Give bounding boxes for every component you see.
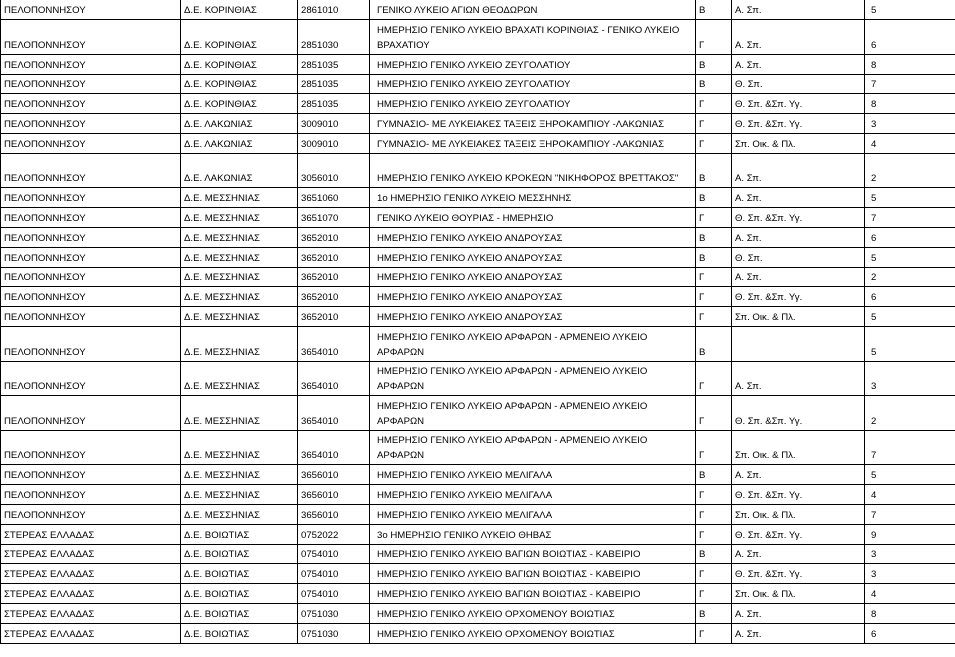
- class-cell: Β: [696, 604, 732, 624]
- field-cell: Θ. Σπ. &Σπ. Υγ.: [732, 396, 865, 431]
- class-cell: Β: [696, 247, 732, 267]
- table-row: [1, 623, 955, 643]
- school-name-cell: ΓΕΝΙΚΟ ΛΥΚΕΙΟ ΘΟΥΡΙΑΣ - ΗΜΕΡΗΣΙΟ: [370, 208, 696, 228]
- field-cell: Σπ. Οικ. & Πλ.: [732, 134, 865, 154]
- field-cell: Α. Σπ.: [732, 544, 865, 564]
- region-cell: ΠΕΛΟΠΟΝΝΗΣΟΥ: [1, 396, 181, 431]
- field-cell: Θ. Σπ. &Σπ. Υγ.: [732, 564, 865, 584]
- class-cell: Γ: [696, 114, 732, 134]
- field-cell: Θ. Σπ. &Σπ. Υγ.: [732, 287, 865, 307]
- table-row: [1, 396, 955, 431]
- table-body: [1, 0, 955, 643]
- field-cell: Α. Σπ.: [732, 54, 865, 74]
- table-row: [1, 54, 955, 74]
- directorate-cell: Δ.Ε. ΒΟΙΩΤΙΑΣ: [181, 623, 298, 643]
- directorate-cell: Δ.Ε. ΜΕΣΣΗΝΙΑΣ: [181, 505, 298, 525]
- school-name-cell: ΗΜΕΡΗΣΙΟ ΓΕΝΙΚΟ ΛΥΚΕΙΟ ΑΝΔΡΟΥΣΑΣ: [370, 267, 696, 287]
- region-cell: ΣΤΕΡΕΑΣ ΕΛΛΑΔΑΣ: [1, 544, 181, 564]
- school-code-cell: 2851030: [298, 20, 370, 55]
- region-cell: ΠΕΛΟΠΟΝΝΗΣΟΥ: [1, 54, 181, 74]
- region-cell: ΣΤΕΡΕΑΣ ΕΛΛΑΔΑΣ: [1, 564, 181, 584]
- table-row: [1, 74, 955, 94]
- school-code-cell: 3656010: [298, 465, 370, 485]
- value-cell: 5: [865, 465, 955, 485]
- school-code-cell: 3652010: [298, 307, 370, 327]
- field-cell: Σπ. Οικ. & Πλ.: [732, 505, 865, 525]
- value-cell: 6: [865, 20, 955, 55]
- table-row: [1, 430, 955, 465]
- region-cell: ΠΕΛΟΠΟΝΝΗΣΟΥ: [1, 485, 181, 505]
- table-row: [1, 247, 955, 267]
- value-cell: 8: [865, 604, 955, 624]
- school-name-cell: ΗΜΕΡΗΣΙΟ ΓΕΝΙΚΟ ΛΥΚΕΙΟ ΒΑΓΙΩΝ ΒΟΙΩΤΙΑΣ - ΚΑΒΕΙΡΙΟ: [370, 584, 696, 604]
- table-row: [1, 208, 955, 228]
- school-name-cell: ΗΜΕΡΗΣΙΟ ΓΕΝΙΚΟ ΛΥΚΕΙΟ ΑΡΦΑΡΩΝ - ΑΡΜΕΝΕΙΟ ΛΥΚΕΙΟ ΑΡΦΑΡΩΝ: [370, 430, 696, 465]
- field-cell: Θ. Σπ. &Σπ. Υγ.: [732, 208, 865, 228]
- school-name-cell: ΗΜΕΡΗΣΙΟ ΓΕΝΙΚΟ ΛΥΚΕΙΟ ΜΕΛΙΓΑΛΑ: [370, 485, 696, 505]
- class-cell: Γ: [696, 623, 732, 643]
- class-cell: Β: [696, 153, 732, 188]
- region-cell: ΠΕΛΟΠΟΝΝΗΣΟΥ: [1, 20, 181, 55]
- field-cell: Α. Σπ.: [732, 465, 865, 485]
- school-name-cell: ΗΜΕΡΗΣΙΟ ΓΕΝΙΚΟ ΛΥΚΕΙΟ ΒΑΓΙΩΝ ΒΟΙΩΤΙΑΣ - ΚΑΒΕΙΡΙΟ: [370, 544, 696, 564]
- value-cell: 5: [865, 247, 955, 267]
- directorate-cell: Δ.Ε. ΜΕΣΣΗΝΙΑΣ: [181, 327, 298, 362]
- school-name-cell: ΗΜΕΡΗΣΙΟ ΓΕΝΙΚΟ ΛΥΚΕΙΟ ΟΡΧΟΜΕΝΟΥ ΒΟΙΩΤΙΑΣ: [370, 604, 696, 624]
- directorate-cell: Δ.Ε. ΜΕΣΣΗΝΙΑΣ: [181, 485, 298, 505]
- field-cell: Θ. Σπ.: [732, 74, 865, 94]
- region-cell: ΠΕΛΟΠΟΝΝΗΣΟΥ: [1, 247, 181, 267]
- directorate-cell: Δ.Ε. ΒΟΙΩΤΙΑΣ: [181, 604, 298, 624]
- school-code-cell: 3654010: [298, 327, 370, 362]
- school-name-cell: ΗΜΕΡΗΣΙΟ ΓΕΝΙΚΟ ΛΥΚΕΙΟ ΖΕΥΓΟΛΑΤΙΟΥ: [370, 54, 696, 74]
- school-code-cell: 3652010: [298, 247, 370, 267]
- value-cell: 6: [865, 623, 955, 643]
- class-cell: Γ: [696, 564, 732, 584]
- region-cell: ΠΕΛΟΠΟΝΝΗΣΟΥ: [1, 114, 181, 134]
- value-cell: 5: [865, 327, 955, 362]
- value-cell: 3: [865, 361, 955, 396]
- school-name-cell: ΗΜΕΡΗΣΙΟ ΓΕΝΙΚΟ ΛΥΚΕΙΟ ΑΡΦΑΡΩΝ - ΑΡΜΕΝΕΙΟ ΛΥΚΕΙΟ ΑΡΦΑΡΩΝ: [370, 396, 696, 431]
- value-cell: 7: [865, 430, 955, 465]
- region-cell: ΣΤΕΡΕΑΣ ΕΛΛΑΔΑΣ: [1, 524, 181, 544]
- school-code-cell: 2851035: [298, 74, 370, 94]
- region-cell: ΠΕΛΟΠΟΝΝΗΣΟΥ: [1, 94, 181, 114]
- value-cell: 4: [865, 134, 955, 154]
- school-name-cell: 1ο ΗΜΕΡΗΣΙΟ ΓΕΝΙΚΟ ΛΥΚΕΙΟ ΜΕΣΣΗΝΗΣ: [370, 188, 696, 208]
- school-name-cell: 3ο ΗΜΕΡΗΣΙΟ ΓΕΝΙΚΟ ΛΥΚΕΙΟ ΘΗΒΑΣ: [370, 524, 696, 544]
- school-name-cell: ΗΜΕΡΗΣΙΟ ΓΕΝΙΚΟ ΛΥΚΕΙΟ ΒΑΓΙΩΝ ΒΟΙΩΤΙΑΣ - ΚΑΒΕΙΡΙΟ: [370, 564, 696, 584]
- region-cell: ΠΕΛΟΠΟΝΝΗΣΟΥ: [1, 74, 181, 94]
- school-name-cell: ΗΜΕΡΗΣΙΟ ΓΕΝΙΚΟ ΛΥΚΕΙΟ ΚΡΟΚΕΩΝ "ΝΙΚΗΦΟΡΟΣ ΒΡΕΤΤΑΚΟΣ": [370, 153, 696, 188]
- region-cell: ΣΤΕΡΕΑΣ ΕΛΛΑΔΑΣ: [1, 623, 181, 643]
- directorate-cell: Δ.Ε. ΒΟΙΩΤΙΑΣ: [181, 544, 298, 564]
- table-row: [1, 465, 955, 485]
- table-row: [1, 153, 955, 188]
- class-cell: Γ: [696, 396, 732, 431]
- school-code-cell: 3651070: [298, 208, 370, 228]
- school-name-cell: ΓΥΜΝΑΣΙΟ- ΜΕ ΛΥΚΕΙΑΚΕΣ ΤΑΞΕΙΣ ΞΗΡΟΚΑΜΠΙΟΥ -ΛΑΚΩΝΙΑΣ: [370, 134, 696, 154]
- directorate-cell: Δ.Ε. ΛΑΚΩΝΙΑΣ: [181, 153, 298, 188]
- table-row: [1, 0, 955, 20]
- class-cell: Γ: [696, 134, 732, 154]
- class-cell: Β: [696, 188, 732, 208]
- value-cell: 5: [865, 188, 955, 208]
- directorate-cell: Δ.Ε. ΜΕΣΣΗΝΙΑΣ: [181, 396, 298, 431]
- directorate-cell: Δ.Ε. ΜΕΣΣΗΝΙΑΣ: [181, 267, 298, 287]
- table-row: [1, 20, 955, 55]
- region-cell: ΠΕΛΟΠΟΝΝΗΣΟΥ: [1, 0, 181, 20]
- region-cell: ΠΕΛΟΠΟΝΝΗΣΟΥ: [1, 287, 181, 307]
- directorate-cell: Δ.Ε. ΜΕΣΣΗΝΙΑΣ: [181, 465, 298, 485]
- table-row: [1, 228, 955, 248]
- field-cell: Α. Σπ.: [732, 228, 865, 248]
- field-cell: Α. Σπ.: [732, 267, 865, 287]
- value-cell: 6: [865, 228, 955, 248]
- value-cell: 2: [865, 396, 955, 431]
- directorate-cell: Δ.Ε. ΚΟΡΙΝΘΙΑΣ: [181, 74, 298, 94]
- school-code-cell: 0754010: [298, 584, 370, 604]
- value-cell: 2: [865, 267, 955, 287]
- region-cell: ΠΕΛΟΠΟΝΝΗΣΟΥ: [1, 188, 181, 208]
- field-cell: Σπ. Οικ. & Πλ.: [732, 430, 865, 465]
- school-name-cell: ΓΥΜΝΑΣΙΟ- ΜΕ ΛΥΚΕΙΑΚΕΣ ΤΑΞΕΙΣ ΞΗΡΟΚΑΜΠΙΟΥ -ΛΑΚΩΝΙΑΣ: [370, 114, 696, 134]
- field-cell: Α. Σπ.: [732, 188, 865, 208]
- table-row: [1, 485, 955, 505]
- school-code-cell: 3652010: [298, 287, 370, 307]
- field-cell: Α. Σπ.: [732, 0, 865, 20]
- value-cell: 3: [865, 564, 955, 584]
- directorate-cell: Δ.Ε. ΚΟΡΙΝΘΙΑΣ: [181, 54, 298, 74]
- school-name-cell: ΓΕΝΙΚΟ ΛΥΚΕΙΟ ΑΓΙΩΝ ΘΕΟΔΩΡΩΝ: [370, 0, 696, 20]
- school-name-cell: ΗΜΕΡΗΣΙΟ ΓΕΝΙΚΟ ΛΥΚΕΙΟ ΒΡΑΧΑΤΙ ΚΟΡΙΝΘΙΑΣ - ΓΕΝΙΚΟ ΛΥΚΕΙΟ ΒΡΑΧΑΤΙΟΥ: [370, 20, 696, 55]
- school-name-cell: ΗΜΕΡΗΣΙΟ ΓΕΝΙΚΟ ΛΥΚΕΙΟ ΑΝΔΡΟΥΣΑΣ: [370, 307, 696, 327]
- region-cell: ΠΕΛΟΠΟΝΝΗΣΟΥ: [1, 267, 181, 287]
- class-cell: Γ: [696, 267, 732, 287]
- school-name-cell: ΗΜΕΡΗΣΙΟ ΓΕΝΙΚΟ ΛΥΚΕΙΟ ΜΕΛΙΓΑΛΑ: [370, 505, 696, 525]
- class-cell: Γ: [696, 94, 732, 114]
- value-cell: 4: [865, 584, 955, 604]
- table-row: [1, 524, 955, 544]
- region-cell: ΠΕΛΟΠΟΝΝΗΣΟΥ: [1, 153, 181, 188]
- class-cell: Β: [696, 465, 732, 485]
- school-code-cell: 3654010: [298, 361, 370, 396]
- field-cell: Θ. Σπ. &Σπ. Υγ.: [732, 114, 865, 134]
- region-cell: ΠΕΛΟΠΟΝΝΗΣΟΥ: [1, 465, 181, 485]
- value-cell: 9: [865, 524, 955, 544]
- school-code-cell: 3056010: [298, 153, 370, 188]
- table-row: [1, 307, 955, 327]
- field-cell: Θ. Σπ. &Σπ. Υγ.: [732, 524, 865, 544]
- directorate-cell: Δ.Ε. ΚΟΡΙΝΘΙΑΣ: [181, 20, 298, 55]
- field-cell: Α. Σπ.: [732, 623, 865, 643]
- field-cell: Θ. Σπ. &Σπ. Υγ.: [732, 485, 865, 505]
- value-cell: 4: [865, 485, 955, 505]
- region-cell: ΣΤΕΡΕΑΣ ΕΛΛΑΔΑΣ: [1, 584, 181, 604]
- region-cell: ΠΕΛΟΠΟΝΝΗΣΟΥ: [1, 327, 181, 362]
- school-code-cell: 0751030: [298, 604, 370, 624]
- directorate-cell: Δ.Ε. ΚΟΡΙΝΘΙΑΣ: [181, 94, 298, 114]
- value-cell: 7: [865, 74, 955, 94]
- directorate-cell: Δ.Ε. ΜΕΣΣΗΝΙΑΣ: [181, 208, 298, 228]
- school-code-cell: 2851035: [298, 54, 370, 74]
- school-code-cell: 3652010: [298, 228, 370, 248]
- school-name-cell: ΗΜΕΡΗΣΙΟ ΓΕΝΙΚΟ ΛΥΚΕΙΟ ΖΕΥΓΟΛΑΤΙΟΥ: [370, 94, 696, 114]
- region-cell: ΠΕΛΟΠΟΝΝΗΣΟΥ: [1, 307, 181, 327]
- table-row: [1, 114, 955, 134]
- class-cell: Γ: [696, 287, 732, 307]
- school-code-cell: 2861010: [298, 0, 370, 20]
- school-name-cell: ΗΜΕΡΗΣΙΟ ΓΕΝΙΚΟ ΛΥΚΕΙΟ ΖΕΥΓΟΛΑΤΙΟΥ: [370, 74, 696, 94]
- school-name-cell: ΗΜΕΡΗΣΙΟ ΓΕΝΙΚΟ ΛΥΚΕΙΟ ΑΡΦΑΡΩΝ - ΑΡΜΕΝΕΙΟ ΛΥΚΕΙΟ ΑΡΦΑΡΩΝ: [370, 327, 696, 362]
- value-cell: 5: [865, 0, 955, 20]
- school-name-cell: ΗΜΕΡΗΣΙΟ ΓΕΝΙΚΟ ΛΥΚΕΙΟ ΑΝΔΡΟΥΣΑΣ: [370, 247, 696, 267]
- school-code-cell: 3652010: [298, 267, 370, 287]
- field-cell: Θ. Σπ.: [732, 247, 865, 267]
- school-code-cell: 0752022: [298, 524, 370, 544]
- class-cell: Γ: [696, 361, 732, 396]
- table-row: [1, 94, 955, 114]
- school-code-cell: 3656010: [298, 505, 370, 525]
- region-cell: ΠΕΛΟΠΟΝΝΗΣΟΥ: [1, 361, 181, 396]
- class-cell: Β: [696, 0, 732, 20]
- class-cell: Γ: [696, 307, 732, 327]
- directorate-cell: Δ.Ε. ΜΕΣΣΗΝΙΑΣ: [181, 307, 298, 327]
- school-code-cell: 0754010: [298, 564, 370, 584]
- field-cell: Α. Σπ.: [732, 361, 865, 396]
- region-cell: ΠΕΛΟΠΟΝΝΗΣΟΥ: [1, 505, 181, 525]
- field-cell: Σπ. Οικ. & Πλ.: [732, 584, 865, 604]
- school-code-cell: 2851035: [298, 94, 370, 114]
- class-cell: Γ: [696, 20, 732, 55]
- directorate-cell: Δ.Ε. ΜΕΣΣΗΝΙΑΣ: [181, 361, 298, 396]
- school-code-cell: 0751030: [298, 623, 370, 643]
- directorate-cell: Δ.Ε. ΜΕΣΣΗΝΙΑΣ: [181, 188, 298, 208]
- school-code-cell: 3009010: [298, 134, 370, 154]
- value-cell: 7: [865, 505, 955, 525]
- school-name-cell: ΗΜΕΡΗΣΙΟ ΓΕΝΙΚΟ ΛΥΚΕΙΟ ΑΡΦΑΡΩΝ - ΑΡΜΕΝΕΙΟ ΛΥΚΕΙΟ ΑΡΦΑΡΩΝ: [370, 361, 696, 396]
- region-cell: ΠΕΛΟΠΟΝΝΗΣΟΥ: [1, 228, 181, 248]
- school-name-cell: ΗΜΕΡΗΣΙΟ ΓΕΝΙΚΟ ΛΥΚΕΙΟ ΑΝΔΡΟΥΣΑΣ: [370, 228, 696, 248]
- class-cell: Β: [696, 544, 732, 564]
- table-row: [1, 604, 955, 624]
- class-cell: Γ: [696, 485, 732, 505]
- directorate-cell: Δ.Ε. ΜΕΣΣΗΝΙΑΣ: [181, 287, 298, 307]
- table-row: [1, 505, 955, 525]
- class-cell: Γ: [696, 584, 732, 604]
- directorate-cell: Δ.Ε. ΒΟΙΩΤΙΑΣ: [181, 524, 298, 544]
- school-name-cell: ΗΜΕΡΗΣΙΟ ΓΕΝΙΚΟ ΛΥΚΕΙΟ ΑΝΔΡΟΥΣΑΣ: [370, 287, 696, 307]
- value-cell: 6: [865, 287, 955, 307]
- class-cell: Γ: [696, 208, 732, 228]
- region-cell: ΠΕΛΟΠΟΝΝΗΣΟΥ: [1, 208, 181, 228]
- directorate-cell: Δ.Ε. ΜΕΣΣΗΝΙΑΣ: [181, 228, 298, 248]
- table-row: [1, 361, 955, 396]
- table-row: [1, 267, 955, 287]
- value-cell: 2: [865, 153, 955, 188]
- directorate-cell: Δ.Ε. ΜΕΣΣΗΝΙΑΣ: [181, 430, 298, 465]
- field-cell: Α. Σπ.: [732, 604, 865, 624]
- field-cell: Α. Σπ.: [732, 20, 865, 55]
- directorate-cell: Δ.Ε. ΛΑΚΩΝΙΑΣ: [181, 134, 298, 154]
- value-cell: 3: [865, 114, 955, 134]
- directorate-cell: Δ.Ε. ΛΑΚΩΝΙΑΣ: [181, 114, 298, 134]
- directorate-cell: Δ.Ε. ΜΕΣΣΗΝΙΑΣ: [181, 247, 298, 267]
- value-cell: 5: [865, 307, 955, 327]
- class-cell: Β: [696, 228, 732, 248]
- school-code-cell: 3654010: [298, 430, 370, 465]
- directorate-cell: Δ.Ε. ΒΟΙΩΤΙΑΣ: [181, 564, 298, 584]
- class-cell: Γ: [696, 524, 732, 544]
- region-cell: ΣΤΕΡΕΑΣ ΕΛΛΑΔΑΣ: [1, 604, 181, 624]
- school-code-cell: 3009010: [298, 114, 370, 134]
- field-cell: Α. Σπ.: [732, 153, 865, 188]
- field-cell: Σπ. Οικ. & Πλ.: [732, 307, 865, 327]
- value-cell: 8: [865, 94, 955, 114]
- table-row: [1, 188, 955, 208]
- class-cell: Γ: [696, 505, 732, 525]
- value-cell: 3: [865, 544, 955, 564]
- school-name-cell: ΗΜΕΡΗΣΙΟ ΓΕΝΙΚΟ ΛΥΚΕΙΟ ΜΕΛΙΓΑΛΑ: [370, 465, 696, 485]
- field-cell: Θ. Σπ. &Σπ. Υγ.: [732, 94, 865, 114]
- value-cell: 8: [865, 54, 955, 74]
- table-row: [1, 544, 955, 564]
- class-cell: Β: [696, 54, 732, 74]
- region-cell: ΠΕΛΟΠΟΝΝΗΣΟΥ: [1, 134, 181, 154]
- region-cell: ΠΕΛΟΠΟΝΝΗΣΟΥ: [1, 430, 181, 465]
- class-cell: Γ: [696, 430, 732, 465]
- directorate-cell: Δ.Ε. ΚΟΡΙΝΘΙΑΣ: [181, 0, 298, 20]
- directorate-cell: Δ.Ε. ΒΟΙΩΤΙΑΣ: [181, 584, 298, 604]
- table-row: [1, 134, 955, 154]
- class-cell: Β: [696, 74, 732, 94]
- table-row: [1, 564, 955, 584]
- school-code-cell: 3656010: [298, 485, 370, 505]
- value-cell: 7: [865, 208, 955, 228]
- school-code-cell: 3651060: [298, 188, 370, 208]
- class-cell: Β: [696, 327, 732, 362]
- table-row: [1, 287, 955, 307]
- school-code-cell: 3654010: [298, 396, 370, 431]
- school-name-cell: ΗΜΕΡΗΣΙΟ ΓΕΝΙΚΟ ΛΥΚΕΙΟ ΟΡΧΟΜΕΝΟΥ ΒΟΙΩΤΙΑΣ: [370, 623, 696, 643]
- school-code-cell: 0754010: [298, 544, 370, 564]
- field-cell: [732, 327, 865, 362]
- table-row: [1, 327, 955, 362]
- table-row: [1, 584, 955, 604]
